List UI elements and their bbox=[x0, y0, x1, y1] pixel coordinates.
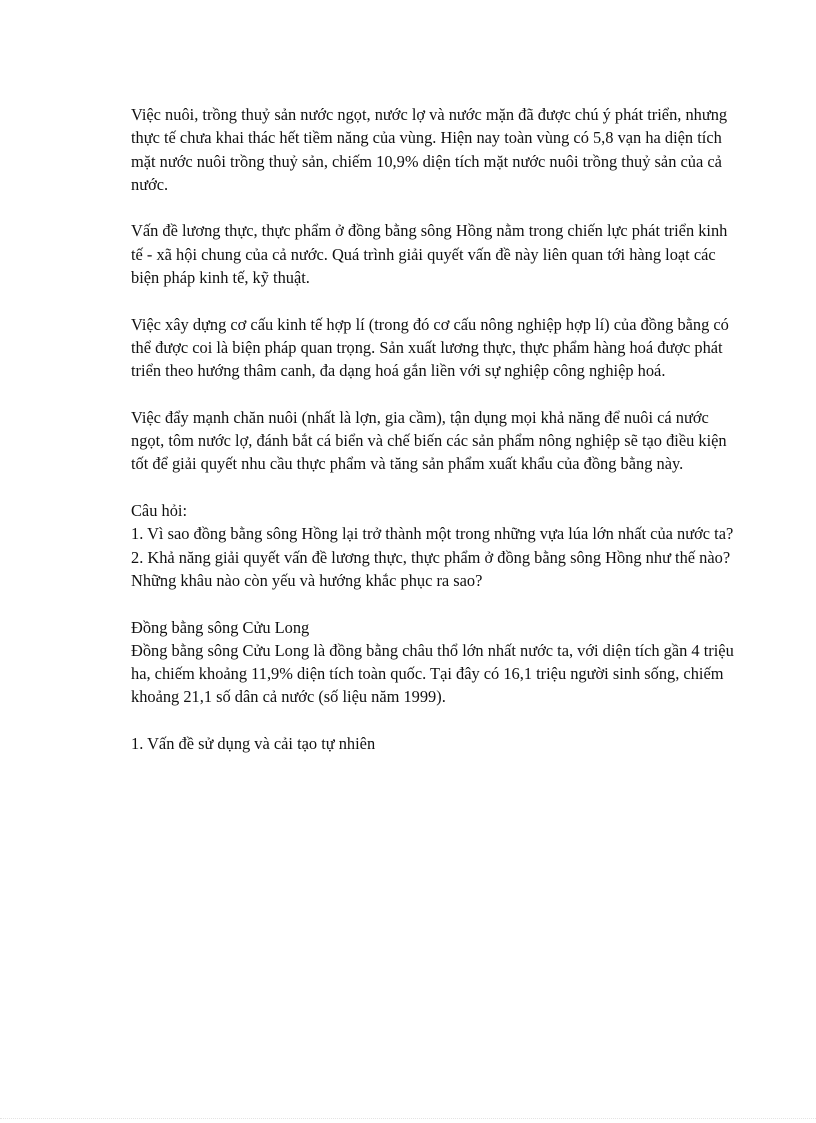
paragraph-gap bbox=[131, 289, 741, 312]
section-intro: Đồng bằng sông Cửu Long là đồng bằng châu thổ lớn nhất nước ta, với diện tích gần 4 triệu ha, chiếm khoảng 11,9% diện tích toàn quốc. Tại đây có 16,1 triệu người sinh sống, chiếm khoảng 21,1 số dân cả nước (số liệu năm 1999). bbox=[131, 640, 734, 707]
paragraph-gap bbox=[131, 383, 741, 406]
section-subheading: 1. Vấn đề sử dụng và cải tạo tự nhiên bbox=[131, 734, 376, 754]
paragraph-gap bbox=[131, 476, 741, 499]
document-body bbox=[131, 103, 741, 755]
section-title: Đồng bằng sông Cửu Long bbox=[131, 617, 310, 637]
page-bottom-edge bbox=[0, 1118, 816, 1119]
paragraph-economic-structure: Việc xây dựng cơ cấu kinh tế hợp lí (trong đó cơ cấu nông nghiệp hợp lí) của đồng bằng có thể được coi là biện pháp quan trọng. Sản xuất lương thực, thực phẩm hàng hoá được phát triển theo hướng thâm canh, đa dạng hoá gắn liền với sự nghiệp công nghiệp hoá. bbox=[131, 314, 729, 381]
paragraph-aquaculture: Việc nuôi, trồng thuỷ sản nước ngọt, nước lợ và nước mặn đã được chú ý phát triển, nhưng thực tế chưa khai thác hết tiềm năng của vùng. Hiện nay toàn vùng có 5,8 vạn ha diện tích mặt nước nuôi trồng thuỷ sản, chiếm 10,9% diện tích mặt nước nuôi trồng thuỷ sản của cả nước. bbox=[131, 105, 728, 194]
paragraph-gap bbox=[131, 196, 741, 219]
paragraph-gap bbox=[131, 709, 741, 732]
questions-heading: Câu hỏi: bbox=[131, 501, 187, 521]
question-item-1: 1. Vì sao đồng bằng sông Hồng lại trở thành một trong những vựa lúa lớn nhất của nước ta? bbox=[131, 524, 734, 544]
paragraph-livestock: Việc đẩy mạnh chăn nuôi (nhất là lợn, gia cầm), tận dụng mọi khả năng để nuôi cá nước ngọt, tôm nước lợ, đánh bắt cá biển và chế biến các sản phẩm nông nghiệp sẽ tạo điều kiện tốt để giải quyết nhu cầu thực phẩm và tăng sản phẩm xuất khẩu của đồng bằng này. bbox=[131, 407, 727, 474]
question-item-2: 2. Khả năng giải quyết vấn đề lương thực, thực phẩm ở đồng bằng sông Hồng như thế nào? Những khâu nào còn yếu và hướng khắc phục ra sao? bbox=[131, 547, 731, 590]
paragraph-gap bbox=[131, 592, 741, 615]
paragraph-food-issue: Vấn đề lương thực, thực phẩm ở đồng bằng sông Hồng nằm trong chiến lực phát triển kinh tế - xã hội chung của cả nước. Quá trình giải quyết vấn đề này liên quan tới hàng loạt các biện pháp kinh tế, kỹ thuật. bbox=[131, 221, 728, 288]
